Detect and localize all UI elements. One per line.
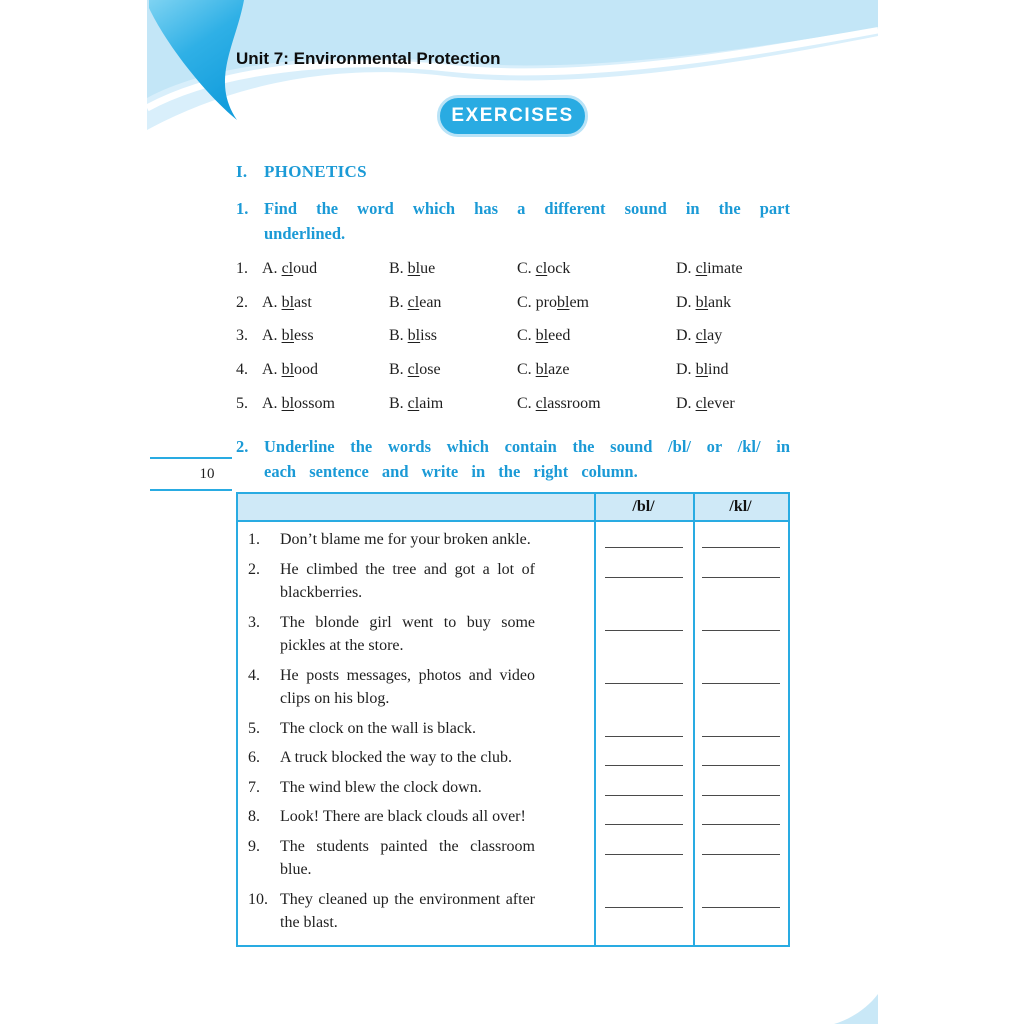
- sentence-number: 5.: [248, 719, 260, 737]
- kl-answer-cell: [693, 552, 788, 605]
- sentence-text: 7. The wind blew the clock down.: [248, 776, 535, 800]
- option-letter: D.: [676, 361, 696, 379]
- option-text: blast: [281, 293, 312, 311]
- sentence-cell: [238, 740, 594, 770]
- bl-answer-cell: [594, 605, 693, 658]
- underlined-part: cl: [535, 260, 548, 277]
- underlined-part: bl: [557, 293, 570, 311]
- bl-answer-blank: [605, 611, 683, 631]
- option-word: [262, 286, 389, 320]
- underlined-part: bl: [407, 260, 421, 277]
- sentence-text: 6. A truck blocked the way to the club.: [248, 746, 535, 770]
- bl-answer-blank: [605, 776, 683, 796]
- exercises-badge-label: EXERCISES: [451, 105, 574, 126]
- sentence-number: 7.: [248, 778, 260, 796]
- exercise2-heading: [236, 434, 790, 484]
- kl-answer-cell: [693, 882, 788, 935]
- option-letter: B.: [389, 293, 408, 311]
- bl-answer-blank: [605, 746, 683, 766]
- option-text: blank: [695, 293, 732, 311]
- sentence-text: 9. The students painted the classroom blue.: [248, 835, 535, 882]
- option-text: blood: [281, 361, 319, 379]
- option-letter: C.: [517, 293, 536, 311]
- bl-answer-blank: [605, 805, 683, 825]
- option-text: climate: [695, 260, 743, 277]
- option-word: [676, 387, 790, 421]
- option-row-number: 1.: [236, 260, 248, 277]
- sentence-text: 10. They cleaned up the environment after the blast.: [248, 888, 535, 935]
- sentence-cell: [238, 552, 594, 605]
- table-row: [238, 740, 788, 770]
- sentence-cell: [238, 770, 594, 800]
- option-letter: A.: [262, 361, 282, 379]
- option-text: problem: [535, 293, 589, 311]
- exercises-badge: [437, 95, 588, 137]
- option-letter: A.: [262, 293, 282, 311]
- option-text: bliss: [407, 327, 438, 345]
- underlined-part: bl: [535, 361, 549, 379]
- option-letter: D.: [676, 327, 696, 345]
- kl-answer-cell: [693, 605, 788, 658]
- exercise2-number: 2.: [236, 437, 249, 456]
- sentence-text: 2. He climbed the tree and got a lot of blackberries.: [248, 558, 535, 605]
- underlined-part: cl: [695, 327, 708, 345]
- option-word: [389, 286, 517, 320]
- option-word: [262, 252, 389, 286]
- sentence-text: 4. He posts messages, photos and video clips on his blog.: [248, 664, 535, 711]
- table-row: [238, 799, 788, 829]
- option-word: [389, 387, 517, 421]
- bl-answer-cell: [594, 552, 693, 605]
- option-letter: B.: [389, 327, 408, 345]
- option-word: [517, 286, 676, 320]
- option-text: clay: [695, 327, 723, 345]
- sentence-column-header: [238, 494, 594, 520]
- bl-answer-cell: [594, 882, 693, 935]
- underlined-part: bl: [535, 327, 549, 345]
- book-page: [147, 0, 878, 1024]
- exercise1-heading: [236, 196, 790, 246]
- sentence-text: 8. Look! There are black clouds all over!: [248, 805, 535, 829]
- unit-title: Unit 7: Environmental Protection: [236, 49, 501, 68]
- page-number-rule-bottom: [150, 489, 232, 491]
- option-letter: C.: [517, 361, 536, 379]
- sentence-number: 10.: [248, 890, 268, 908]
- sound-table: [236, 492, 790, 947]
- option-text: cloud: [281, 260, 318, 277]
- table-row: [238, 552, 788, 605]
- bl-answer-blank: [605, 664, 683, 684]
- underlined-part: bl: [281, 327, 295, 345]
- sentence-number: 9.: [248, 837, 260, 855]
- exercise1-number: 1.: [236, 199, 249, 218]
- option-letter: A.: [262, 327, 282, 345]
- option-text: blue: [407, 260, 436, 277]
- table-row: [238, 658, 788, 711]
- option-text: clever: [695, 394, 735, 412]
- option-letter: D.: [676, 293, 696, 311]
- sentence-number: 2.: [248, 560, 260, 578]
- exercise1-option-grid: [236, 252, 790, 421]
- bl-answer-blank: [605, 835, 683, 855]
- kl-answer-blank: [702, 835, 780, 855]
- sentence-number: 4.: [248, 666, 260, 684]
- underlined-part: cl: [695, 260, 708, 277]
- underlined-part: cl: [535, 394, 548, 412]
- sentence-cell: [238, 605, 594, 658]
- underlined-part: bl: [407, 327, 421, 345]
- option-word: [517, 387, 676, 421]
- underlined-part: bl: [281, 293, 295, 311]
- kl-answer-blank: [702, 776, 780, 796]
- underlined-part: cl: [695, 394, 708, 412]
- sentence-cell: [238, 658, 594, 711]
- sentence-number: 8.: [248, 808, 260, 825]
- underlined-part: bl: [281, 361, 295, 379]
- bottom-right-swoosh: [834, 994, 878, 1024]
- kl-column-header: /kl/: [729, 498, 752, 515]
- sentence-text: 3. The blonde girl went to buy some pickles at the store.: [248, 611, 535, 658]
- option-text: close: [407, 361, 441, 379]
- option-letter: B.: [389, 260, 408, 277]
- option-letter: A.: [262, 394, 282, 412]
- bl-answer-blank: [605, 558, 683, 578]
- sentence-text: 1. Don’t blame me for your broken ankle.: [248, 528, 535, 552]
- sentence-number: 3.: [248, 613, 260, 631]
- kl-answer-cell: [693, 829, 788, 882]
- table-row: [238, 770, 788, 800]
- bl-answer-blank: [605, 888, 683, 908]
- kl-answer-blank: [702, 528, 780, 548]
- option-letter: D.: [676, 260, 696, 277]
- option-word: [389, 252, 517, 286]
- table-row: [238, 711, 788, 741]
- table-row: [238, 605, 788, 658]
- kl-answer-blank: [702, 717, 780, 737]
- option-letter: D.: [676, 394, 696, 412]
- kl-answer-blank: [702, 805, 780, 825]
- bl-answer-cell: [594, 799, 693, 829]
- bl-answer-cell: [594, 522, 693, 552]
- table-row: [238, 522, 788, 552]
- option-letter: C.: [517, 394, 536, 412]
- underlined-part: bl: [695, 361, 709, 379]
- option-text: blossom: [281, 394, 335, 412]
- bl-answer-cell: [594, 658, 693, 711]
- option-letter: B.: [389, 394, 408, 412]
- option-letter: B.: [389, 361, 408, 379]
- underlined-part: cl: [281, 260, 294, 277]
- option-word: [676, 286, 790, 320]
- kl-answer-cell: [693, 522, 788, 552]
- sentence-cell: [238, 829, 594, 882]
- option-text: clean: [407, 293, 442, 311]
- option-word: [262, 353, 389, 387]
- option-word: [389, 319, 517, 353]
- kl-answer-cell: [693, 799, 788, 829]
- sentence-number: 6.: [248, 749, 260, 766]
- option-row-number: 3.: [236, 327, 248, 345]
- bl-answer-blank: [605, 717, 683, 737]
- kl-answer-blank: [702, 664, 780, 684]
- sound-table-header: [238, 494, 788, 522]
- kl-answer-cell: [693, 711, 788, 741]
- option-row-number: 2.: [236, 293, 248, 311]
- bl-answer-blank: [605, 528, 683, 548]
- option-letter: C.: [517, 327, 536, 345]
- option-word: [676, 319, 790, 353]
- underlined-part: bl: [281, 394, 295, 412]
- kl-answer-blank: [702, 558, 780, 578]
- table-divider-1: [594, 494, 596, 945]
- option-word: [517, 353, 676, 387]
- option-word: [262, 319, 389, 353]
- option-word: [262, 387, 389, 421]
- option-word: [676, 353, 790, 387]
- underlined-part: bl: [695, 293, 709, 311]
- option-text: blind: [695, 361, 729, 379]
- sentence-text: 5. The clock on the wall is black.: [248, 717, 535, 741]
- bl-answer-cell: [594, 770, 693, 800]
- option-text: bless: [281, 327, 314, 345]
- underlined-part: cl: [407, 394, 420, 412]
- underlined-part: cl: [407, 293, 420, 311]
- kl-answer-blank: [702, 611, 780, 631]
- sentence-cell: [238, 799, 594, 829]
- sentence-cell: [238, 711, 594, 741]
- page-number: 10: [199, 466, 215, 482]
- bl-answer-cell: [594, 711, 693, 741]
- option-word: [517, 319, 676, 353]
- option-word: [389, 353, 517, 387]
- option-text: bleed: [535, 327, 571, 345]
- option-letter: C.: [517, 260, 536, 277]
- sound-table-body: [238, 522, 788, 945]
- option-letter: A.: [262, 260, 282, 277]
- section-heading: [236, 162, 367, 182]
- table-row: [238, 829, 788, 882]
- exercise1-instruction: Find the word which has a different sound in the part underlined.: [264, 199, 790, 243]
- option-row-number: 5.: [236, 394, 248, 412]
- section-title: PHONETICS: [264, 162, 367, 181]
- bl-column-header: /bl/: [632, 498, 655, 515]
- kl-answer-cell: [693, 740, 788, 770]
- option-text: clock: [535, 260, 571, 277]
- section-numeral: I.: [236, 162, 248, 181]
- table-row: [238, 882, 788, 935]
- page-number-box: [150, 457, 232, 491]
- table-divider-2: [693, 494, 695, 945]
- option-text: claim: [407, 394, 444, 412]
- exercise2-instruction: Underline the words which contain the sound /bl/ or /kl/ in each sentence and write in the right column.: [264, 437, 790, 481]
- option-word: [676, 252, 790, 286]
- sentence-cell: [238, 522, 594, 552]
- option-text: blaze: [535, 361, 570, 379]
- kl-answer-cell: [693, 770, 788, 800]
- bl-answer-cell: [594, 829, 693, 882]
- bl-answer-cell: [594, 740, 693, 770]
- kl-answer-blank: [702, 746, 780, 766]
- option-text: classroom: [535, 394, 601, 412]
- kl-answer-cell: [693, 658, 788, 711]
- option-row-number: 4.: [236, 361, 248, 379]
- option-word: [517, 252, 676, 286]
- sentence-cell: [238, 882, 594, 935]
- sentence-number: 1.: [248, 531, 260, 548]
- kl-answer-blank: [702, 888, 780, 908]
- underlined-part: cl: [407, 361, 420, 379]
